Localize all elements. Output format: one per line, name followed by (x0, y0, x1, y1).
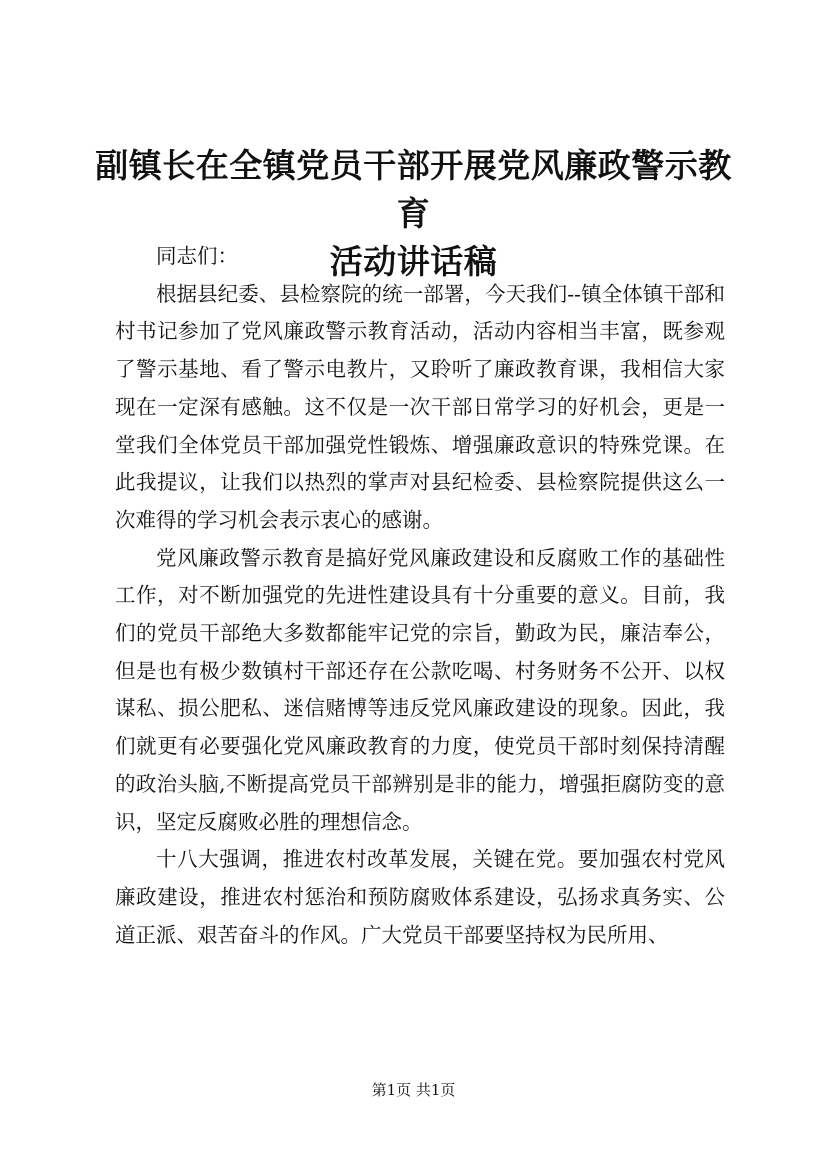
paragraph-3: 十八大强调，推进农村改革发展，关键在党。要加强农村党风廉政建设，推进农村惩治和预防腐败体系建设，弘扬求真务实、公道正派、艰苦奋斗的作风。广大党员干部要坚持权为民所用、 (115, 847, 725, 947)
title-line-1: 副镇长在全镇党员干部开展党风廉政警示教育 (95, 146, 732, 233)
salutation: 同志们： (156, 244, 238, 268)
document-body (115, 238, 725, 954)
paragraph-1: 根据县纪委、县检察院的统一部署，今天我们--镇全体镇干部和村书记参加了党风廉政警示教育活动，活动内容相当丰富，既参观了警示基地、看了警示电教片，又聆听了廉政教育课，我相信大家现在一定深有感触。这不仅是一次干部日常学习的好机会，更是一堂我们全体党员干部加强党性锻炼、增强廉政意识的特殊党课。在此我提议，让我们以热烈的掌声对县纪检委、县检察院提供这么一次难得的学习机会表示衷心的感谢。 (115, 281, 725, 532)
paragraph-2: 党风廉政警示教育是搞好党风廉政建设和反腐败工作的基础性工作，对不断加强党的先进性建设具有十分重要的意义。目前，我们的党员干部绝大多数都能牢记党的宗旨，勤政为民，廉洁奉公，但是也有极少数镇村干部还存在公款吃喝、村务财务不公开、以权谋私、损公肥私、迷信赌博等违反党风廉政建设的现象。因此，我们就更有必要强化党风廉政教育的力度，使党员干部时刻保持清醒的政治头脑,不断提高党员干部辨别是非的能力，增强拒腐防变的意识，坚定反腐败必胜的理想信念。 (115, 545, 725, 834)
title-line-2: 活动讲话稿 (329, 242, 498, 281)
page-footer: 第1页 共1页 (371, 1081, 456, 1099)
